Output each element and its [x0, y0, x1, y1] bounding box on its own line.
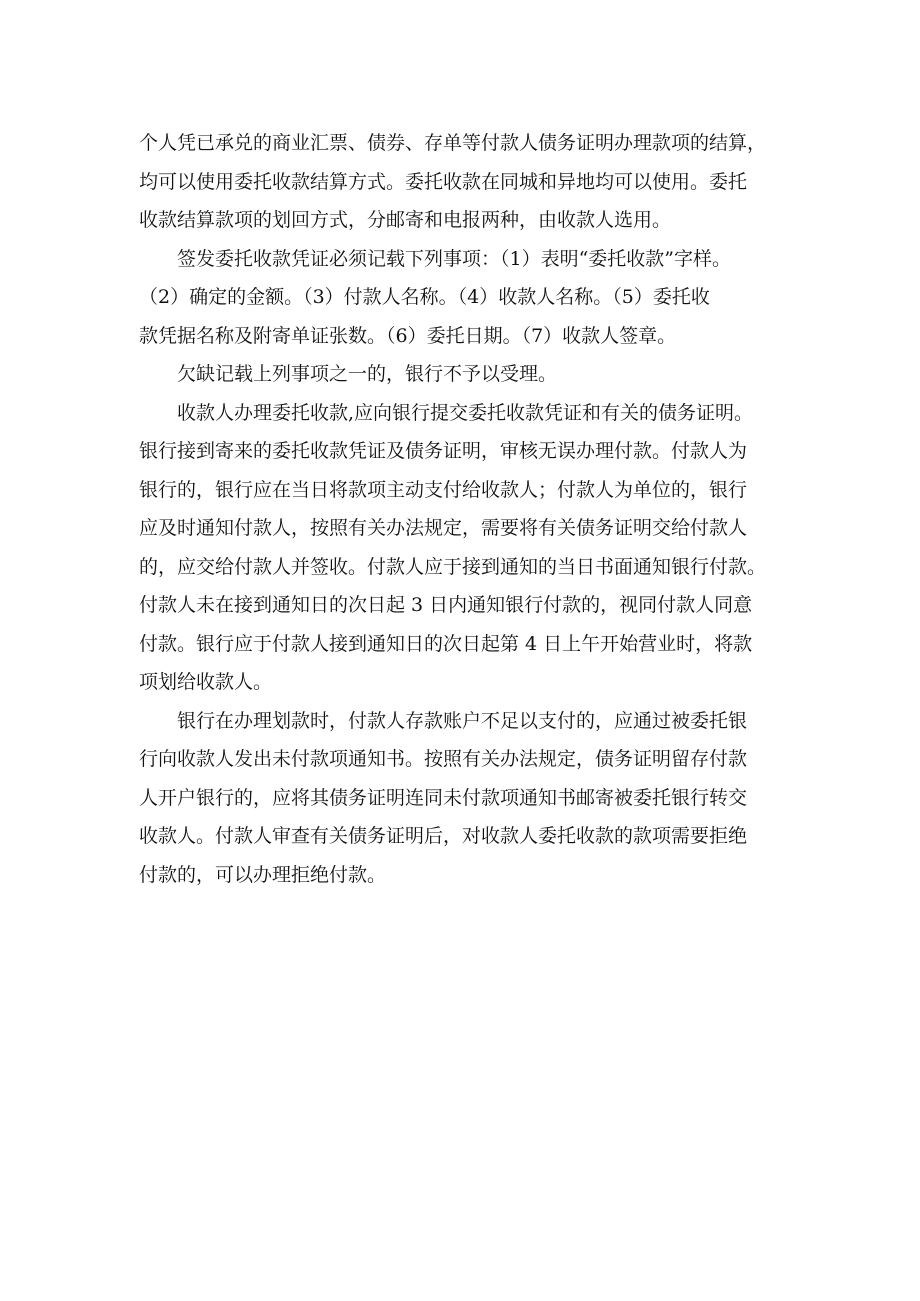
paragraph-5 [139, 702, 799, 895]
text-line: 付款人未在接到通知日的次日起 3 日内通知银行付款的，视同付款人同意 [139, 594, 753, 616]
text-line: 付款。银行应于付款人接到通知日的次日起第 4 日上午开始营业时，将款 [139, 632, 753, 655]
text-line: 银行在办理划款时，付款人存款账户不足以支付的，应通过被委托银 [177, 709, 748, 732]
text-line: 行向收款人发出未付款项通知书。按照有关办法规定，债务证明留存付款 [139, 748, 748, 770]
text-line: 应及时通知付款人，按照有关办法规定，需要将有关债务证明交给付款人 [139, 517, 748, 539]
text-line: 人开户银行的，应将其债务证明连同未付款项通知书邮寄被委托银行转交 [139, 786, 748, 809]
text-line: 的，应交给付款人并签收。付款人应于接到通知的当日书面通知银行付款。 [139, 555, 767, 578]
paragraph-4 [139, 394, 799, 702]
text-line: 签发委托收款凭证必须记载下列事项：（1）表明“委托收款”字样。 [177, 247, 732, 270]
text-line: 款凭据名称及附寄单证张数。（6）委托日期。（7）收款人签章。 [139, 324, 677, 347]
text-line: 银行接到寄来的委托收款凭证及债务证明，审核无误办理付款。付款人为 [139, 440, 748, 462]
text-line: 欠缺记载上列事项之一的，银行不予以受理。 [177, 363, 558, 385]
text-line: 收款人办理委托收款,应向银行提交委托收款凭证和有关的债务证明。 [177, 401, 754, 424]
document-body [139, 124, 799, 894]
text-line: 均可以使用委托收款结算方式。委托收款在同城和异地均可以使用。委托 [139, 170, 748, 193]
paragraph-1 [139, 124, 799, 240]
paragraph-3 [139, 355, 799, 394]
text-line: 个人凭已承兑的商业汇票、债券、存单等付款人债务证明办理款项的结算， [139, 132, 767, 154]
text-line: 收款人。付款人审查有关债务证明后，对收款人委托收款的款项需要拒绝 [139, 825, 748, 847]
paragraph-2 [139, 240, 799, 356]
text-line: 付款的，可以办理拒绝付款。 [139, 863, 387, 886]
text-line: 收款结算款项的划回方式，分邮寄和电报两种，由收款人选用。 [139, 209, 672, 231]
text-line: （2）确定的金额。（3）付款人名称。（4）收款人名称。（5）委托收 [139, 286, 710, 308]
text-line: 银行的，银行应在当日将款项主动支付给收款人；付款人为单位的，银行 [139, 478, 748, 501]
text-line: 项划给收款人。 [139, 671, 273, 693]
